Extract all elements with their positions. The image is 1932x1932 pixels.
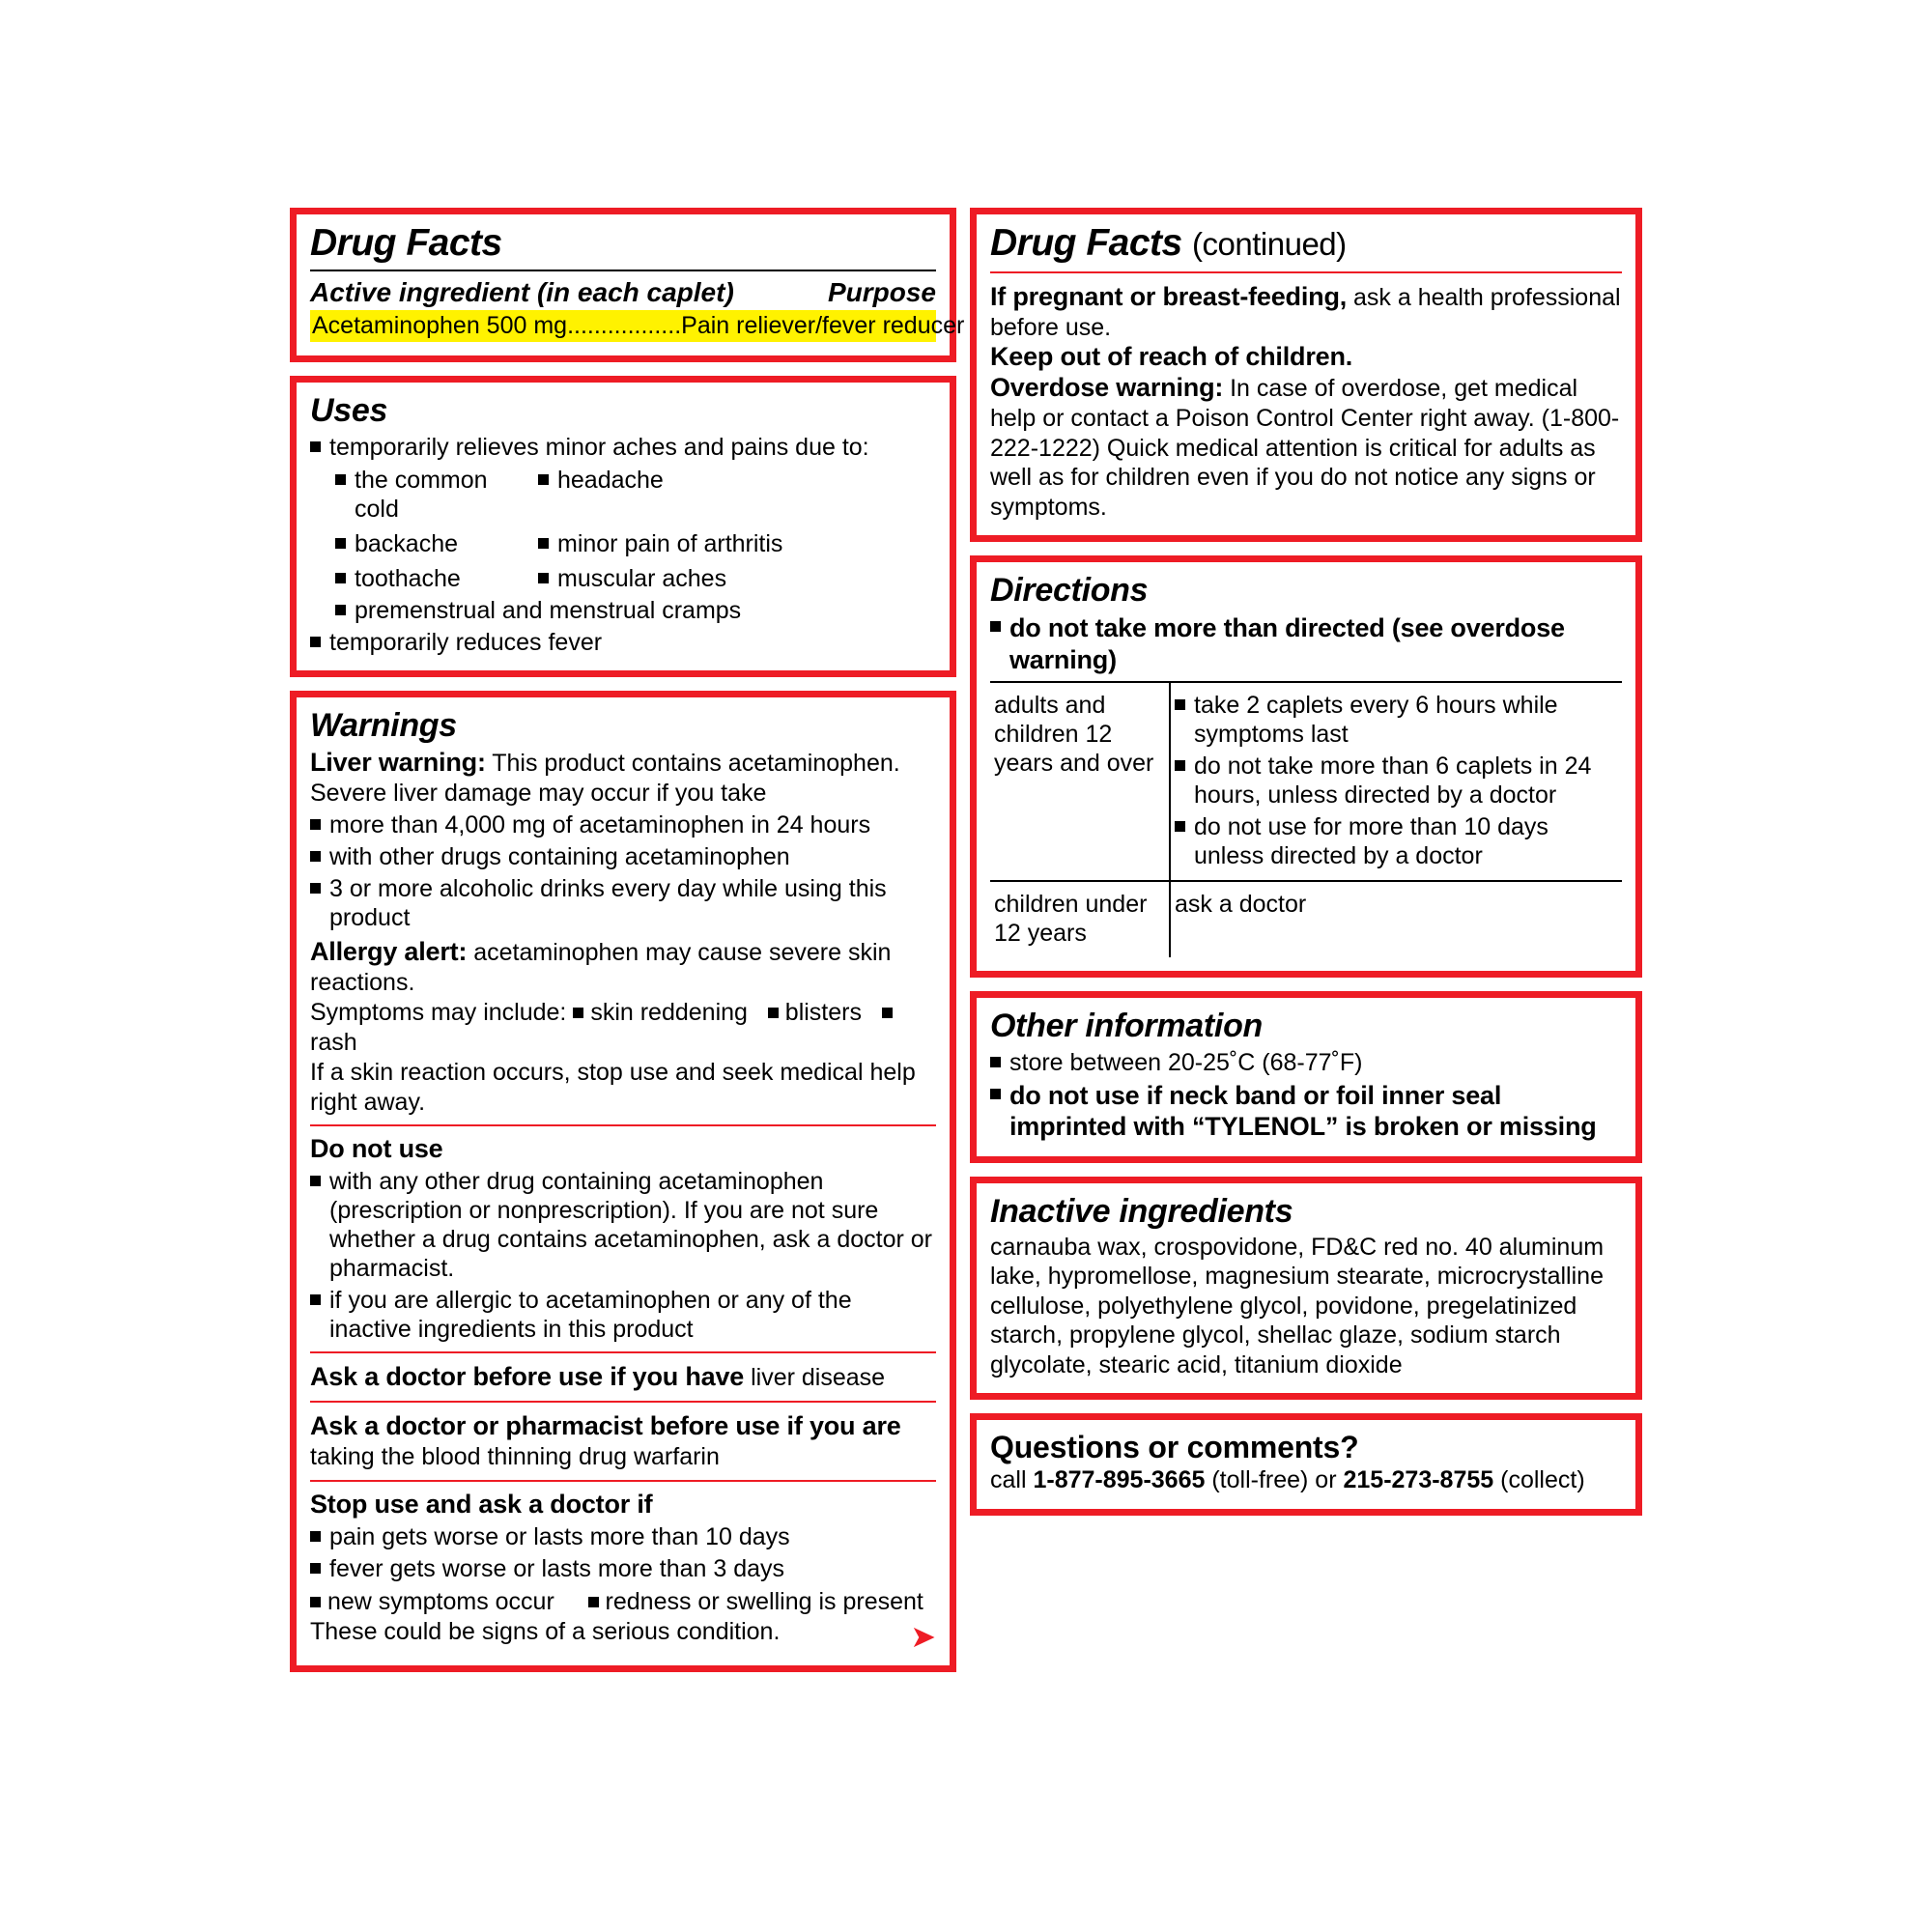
active-ingredient-header: Active ingredient (in each caplet) (310, 276, 734, 307)
bullet-square-icon (310, 637, 321, 647)
bullet-square-icon (310, 1531, 321, 1542)
pregnancy-label: If pregnant or breast-feeding, (990, 281, 1348, 311)
list-item: backache (335, 529, 538, 558)
directions-top-bullet: do not take more than directed (see overdose warning) (990, 612, 1622, 675)
drug-facts-title-text: Drug Facts (990, 222, 1182, 264)
symptom-item: skin reddening (590, 998, 748, 1026)
uses-lead (310, 433, 936, 462)
bullet-square-icon (990, 1057, 1001, 1067)
directions-heading: Directions (990, 572, 1149, 610)
other-information-panel (970, 991, 1642, 1163)
list-item: 3 or more alcoholic drinks every day while using this product (310, 874, 936, 932)
allergy-alert-label: Allergy alert: (310, 937, 468, 967)
bullet-square-icon (310, 1294, 321, 1305)
divider (310, 1401, 936, 1403)
warnings-panel (290, 691, 956, 1673)
list-item: temporarily reduces fever (310, 628, 936, 657)
list-item: minor pain of arthritis (538, 529, 936, 558)
list-item: new symptoms occur (327, 1587, 554, 1615)
pregnancy-text: ask a health professional before use. (990, 283, 1621, 341)
dose-cell (1170, 682, 1622, 881)
list-item: the common cold (335, 466, 538, 524)
ask-doctor-line (310, 1361, 936, 1393)
overdose-label: Overdose warning: (990, 373, 1224, 403)
left-column (290, 208, 965, 1672)
symptom-item: rash (310, 1029, 357, 1057)
bullet-square-icon (538, 573, 549, 583)
directions-panel (970, 555, 1642, 978)
inactive-ingredients-text: carnauba wax, crospovidone, FD&C red no. 40 aluminum lake, hypromellose, magnesium stearate, microcrystalline cellulose, polyethylene glycol, povidone, pregelatinized starch, propylene glycol, shellac glaze, sodium starch glycolate, stearic acid, titanium dioxide (990, 1233, 1605, 1378)
bullet-square-icon (588, 1597, 599, 1607)
bullet-square-icon (538, 538, 549, 549)
list-item: redness or swelling is present (605, 1587, 923, 1615)
list-item: pain gets worse or lasts more than 10 days (310, 1522, 936, 1551)
keep-out-of-reach: Keep out of reach of children. (990, 342, 1353, 372)
list-item: take 2 caplets every 6 hours while symptoms last (1175, 691, 1616, 749)
bullet-square-icon (310, 441, 321, 452)
divider (990, 271, 1622, 273)
drug-facts-continued-title (990, 224, 1622, 264)
stop-use-heading: Stop use and ask a doctor if (310, 1489, 653, 1519)
questions-contact-line (990, 1465, 1622, 1495)
bullet-square-icon (990, 1089, 1001, 1099)
liver-warning-text: This product contains acetaminophen. Severe liver damage may occur if you take (310, 749, 900, 807)
drug-facts-label (290, 208, 1642, 1672)
divider (310, 270, 936, 271)
bullet-square-icon (573, 1008, 583, 1018)
bullet-square-icon (1175, 760, 1185, 771)
ask-pharmacist-text: taking the blood thinning drug warfarin (310, 1443, 720, 1471)
allergy-alert-text: acetaminophen may cause severe skin reactions. (310, 939, 892, 997)
collect-number[interactable]: 215-273-8755 (1343, 1466, 1494, 1494)
inactive-ingredients-heading: Inactive ingredients (990, 1192, 1293, 1230)
age-cell: adults and children 12 years and over (990, 682, 1170, 881)
ask-pharmacist-line (310, 1410, 936, 1471)
bullet-square-icon (335, 474, 346, 485)
allergy-symptoms (310, 998, 936, 1059)
questions-heading: Questions or comments? (990, 1430, 1359, 1465)
questions-panel (970, 1413, 1642, 1516)
list-item: if you are allergic to acetaminophen or any of the inactive ingredients in this product (310, 1286, 936, 1344)
uses-heading: Uses (310, 391, 388, 429)
ask-pharmacist-label: Ask a doctor or pharmacist before use if you are (310, 1411, 901, 1441)
uses-item-grid (335, 462, 936, 593)
inactive-ingredients-panel (970, 1177, 1642, 1401)
right-column (970, 208, 1642, 1516)
active-ingredient-line: Acetaminophen 500 mg.................Pain reliever/fever reducer (310, 310, 936, 342)
list-item: do not use if neck band or foil inner seal imprinted with “TYLENOL” is broken or missing (990, 1080, 1622, 1143)
bullet-square-icon (1175, 821, 1185, 832)
list-item: with other drugs containing acetaminophen (310, 842, 936, 871)
age-cell: children under 12 years (990, 881, 1170, 957)
dose-cell: ask a doctor (1170, 881, 1622, 957)
list-item: muscular aches (538, 564, 936, 593)
list-item: with any other drug containing acetaminophen (prescription or nonprescription). If you are not sure whether a drug contains acetaminophen, ask a doctor or pharmacist. (310, 1167, 936, 1283)
bullet-square-icon (310, 851, 321, 862)
continued-label: (continued) (1192, 226, 1347, 262)
ask-doctor-text: liver disease (751, 1364, 886, 1392)
collect-note: (collect) (1500, 1466, 1585, 1494)
pregnancy-warning (990, 281, 1622, 342)
do-not-use-heading: Do not use (310, 1134, 443, 1164)
serious-condition-note: These could be signs of a serious condition. (310, 1617, 781, 1645)
call-label: call (990, 1466, 1027, 1494)
liver-warning-label: Liver warning: (310, 747, 486, 777)
list-item: headache (538, 466, 936, 524)
table-row (990, 682, 1622, 881)
tollfree-note: (toll-free) or (1211, 1466, 1337, 1494)
symptoms-lead: Symptoms may include: (310, 998, 567, 1026)
uses-panel (290, 376, 956, 677)
allergy-alert (310, 936, 936, 997)
purpose-header: Purpose (827, 276, 936, 307)
bullet-square-icon (538, 474, 549, 485)
bullet-square-icon (768, 1008, 779, 1018)
bullet-square-icon (310, 819, 321, 830)
overdose-warning (990, 372, 1622, 522)
list-item: more than 4,000 mg of acetaminophen in 24 hours (310, 810, 936, 839)
bullet-square-icon (310, 1597, 321, 1607)
bullet-square-icon (882, 1008, 893, 1018)
list-item: toothache (335, 564, 538, 593)
warnings-heading: Warnings (310, 706, 457, 744)
list-item: do not take more than 6 caplets in 24 hours, unless directed by a doctor (1175, 752, 1616, 810)
continued-warnings-panel (970, 208, 1642, 542)
bullet-square-icon (335, 573, 346, 583)
skin-reaction-note: If a skin reaction occurs, stop use and seek medical help right away. (310, 1059, 916, 1116)
bullet-square-icon (1175, 699, 1185, 710)
active-ingredient-header-row (310, 277, 936, 308)
divider (310, 1480, 936, 1482)
drug-facts-title: Drug Facts (310, 222, 502, 264)
active-ingredient-panel (290, 208, 965, 362)
list-item: premenstrual and menstrual cramps (335, 596, 936, 625)
bullet-square-icon (990, 621, 1001, 632)
table-row (990, 881, 1622, 957)
list-item: store between 20-25˚C (68-77˚F) (990, 1048, 1622, 1077)
uses-lead-text: temporarily relieves minor aches and pains due to: (329, 433, 869, 461)
symptom-item: blisters (784, 998, 862, 1026)
list-item: fever gets worse or lasts more than 3 days (310, 1554, 936, 1583)
ask-doctor-label: Ask a doctor before use if you have (310, 1362, 745, 1392)
bullet-square-icon (310, 1563, 321, 1574)
tollfree-number[interactable]: 1-877-895-3665 (1033, 1466, 1206, 1494)
right-arrow-icon: ➤ (910, 1619, 936, 1655)
other-information-heading: Other information (990, 1008, 1264, 1045)
bullet-square-icon (310, 883, 321, 894)
divider (310, 1351, 936, 1353)
divider (310, 1124, 936, 1126)
bullet-square-icon (335, 538, 346, 549)
bullet-square-icon (335, 605, 346, 615)
list-item: do not use for more than 10 days unless directed by a doctor (1175, 812, 1616, 870)
liver-warning (310, 747, 936, 808)
bullet-square-icon (310, 1176, 321, 1186)
directions-table (990, 681, 1622, 957)
stop-use-inline-items (310, 1587, 936, 1617)
overdose-text: In case of overdose, get medical help or contact a Poison Control Center right away. (1-800-222-1222) Quick medical attention is critical for adults as well as for children even if you do not notice any signs or symptoms. (990, 375, 1620, 521)
